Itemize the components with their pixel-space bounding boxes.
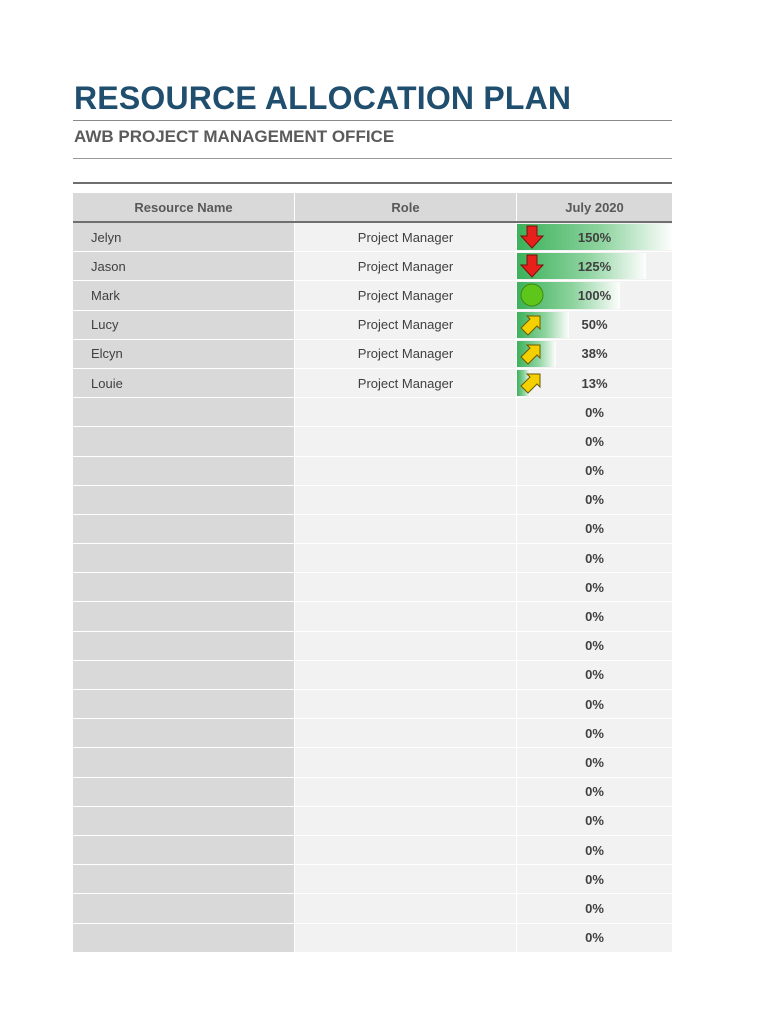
allocation-cell[interactable] bbox=[517, 398, 672, 426]
role-cell[interactable] bbox=[295, 486, 517, 514]
role-cell[interactable] bbox=[295, 690, 517, 718]
table-row[interactable] bbox=[73, 573, 672, 602]
allocation-percent: 0% bbox=[585, 842, 604, 858]
table-row[interactable] bbox=[73, 836, 672, 865]
table-row[interactable] bbox=[73, 427, 672, 456]
role-cell[interactable] bbox=[295, 427, 517, 455]
resource-name-cell[interactable] bbox=[73, 515, 295, 543]
resource-name-cell[interactable] bbox=[73, 427, 295, 455]
allocation-percent: 0% bbox=[585, 638, 604, 654]
allocation-cell[interactable] bbox=[517, 661, 672, 689]
resource-name-cell[interactable] bbox=[73, 807, 295, 835]
allocation-percent: 50% bbox=[581, 317, 608, 333]
allocation-percent: 0% bbox=[585, 696, 604, 712]
allocation-percent: 0% bbox=[585, 784, 604, 800]
allocation-percent: 38% bbox=[581, 346, 608, 362]
allocation-cell[interactable] bbox=[517, 894, 672, 922]
red-down-arrow-icon bbox=[519, 225, 545, 249]
resource-name-cell[interactable] bbox=[73, 602, 295, 630]
table-row[interactable] bbox=[73, 311, 672, 340]
table-row[interactable] bbox=[73, 719, 672, 748]
role-cell[interactable]: Project Manager bbox=[295, 223, 517, 251]
allocation-cell[interactable] bbox=[517, 573, 672, 601]
allocation-cell[interactable] bbox=[517, 924, 672, 952]
subtitle-divider bbox=[73, 158, 672, 159]
resource-name-cell[interactable] bbox=[73, 486, 295, 514]
allocation-cell[interactable] bbox=[517, 515, 672, 543]
allocation-cell[interactable] bbox=[517, 427, 672, 455]
table-row[interactable] bbox=[73, 223, 672, 252]
allocation-cell[interactable] bbox=[517, 311, 672, 339]
yellow-diagonal-arrow-icon bbox=[519, 342, 545, 366]
role-cell[interactable] bbox=[295, 661, 517, 689]
resource-name-cell[interactable] bbox=[73, 661, 295, 689]
role-cell[interactable] bbox=[295, 632, 517, 660]
table-top-divider bbox=[73, 182, 672, 184]
resource-name-cell[interactable]: Jason bbox=[73, 252, 295, 280]
yellow-diagonal-arrow-icon bbox=[519, 371, 545, 395]
allocation-percent: 0% bbox=[585, 463, 604, 479]
resource-name-cell[interactable] bbox=[73, 778, 295, 806]
table-row[interactable] bbox=[73, 486, 672, 515]
green-circle-icon bbox=[519, 283, 545, 307]
allocation-cell[interactable] bbox=[517, 778, 672, 806]
resource-name-cell[interactable]: Elcyn bbox=[73, 340, 295, 368]
allocation-percent: 0% bbox=[585, 725, 604, 741]
table-row[interactable] bbox=[73, 457, 672, 486]
table-row[interactable] bbox=[73, 515, 672, 544]
role-cell[interactable] bbox=[295, 515, 517, 543]
allocation-percent: 0% bbox=[585, 930, 604, 946]
allocation-percent: 0% bbox=[585, 667, 604, 683]
role-cell[interactable]: Project Manager bbox=[295, 369, 517, 397]
table-row[interactable] bbox=[73, 778, 672, 807]
allocation-percent: 0% bbox=[585, 871, 604, 887]
table-row[interactable] bbox=[73, 807, 672, 836]
table-row[interactable] bbox=[73, 340, 672, 369]
resource-name-cell[interactable] bbox=[73, 719, 295, 747]
allocation-percent: 0% bbox=[585, 492, 604, 508]
allocation-percent: 100% bbox=[577, 287, 612, 303]
allocation-cell[interactable] bbox=[517, 807, 672, 835]
table-body bbox=[73, 223, 672, 953]
allocation-cell[interactable] bbox=[517, 690, 672, 718]
role-cell[interactable] bbox=[295, 865, 517, 893]
role-cell[interactable] bbox=[295, 836, 517, 864]
table-row[interactable] bbox=[73, 865, 672, 894]
allocation-percent: 0% bbox=[585, 550, 604, 566]
table-row[interactable] bbox=[73, 369, 672, 398]
resource-name-cell[interactable]: Louie bbox=[73, 369, 295, 397]
role-cell[interactable]: Project Manager bbox=[295, 252, 517, 280]
allocation-percent: 125% bbox=[577, 258, 612, 274]
allocation-percent: 0% bbox=[585, 754, 604, 770]
title-divider bbox=[73, 120, 672, 121]
table-row[interactable] bbox=[73, 690, 672, 719]
allocation-percent: 0% bbox=[585, 404, 604, 420]
allocation-cell[interactable] bbox=[517, 865, 672, 893]
allocation-cell[interactable] bbox=[517, 602, 672, 630]
allocation-percent: 0% bbox=[585, 521, 604, 537]
allocation-percent: 0% bbox=[585, 609, 604, 625]
resource-name-cell[interactable] bbox=[73, 836, 295, 864]
resource-name-cell[interactable] bbox=[73, 894, 295, 922]
allocation-cell[interactable] bbox=[517, 632, 672, 660]
table-row[interactable] bbox=[73, 894, 672, 923]
table-row[interactable] bbox=[73, 281, 672, 310]
column-header-role[interactable]: Role bbox=[295, 193, 517, 221]
allocation-cell[interactable] bbox=[517, 836, 672, 864]
allocation-percent: 0% bbox=[585, 813, 604, 829]
allocation-percent: 0% bbox=[585, 433, 604, 449]
role-cell[interactable]: Project Manager bbox=[295, 311, 517, 339]
resource-name-cell[interactable] bbox=[73, 398, 295, 426]
allocation-cell[interactable] bbox=[517, 544, 672, 572]
resource-name-cell[interactable] bbox=[73, 544, 295, 572]
resource-name-cell[interactable] bbox=[73, 457, 295, 485]
table-row[interactable] bbox=[73, 661, 672, 690]
allocation-cell[interactable] bbox=[517, 369, 672, 397]
role-cell[interactable] bbox=[295, 924, 517, 952]
allocation-cell[interactable] bbox=[517, 252, 672, 280]
role-cell[interactable]: Project Manager bbox=[295, 340, 517, 368]
allocation-percent: 13% bbox=[581, 375, 608, 391]
role-cell[interactable] bbox=[295, 748, 517, 776]
role-cell[interactable] bbox=[295, 573, 517, 601]
resource-name-cell[interactable] bbox=[73, 573, 295, 601]
allocation-percent: 0% bbox=[585, 579, 604, 595]
red-down-arrow-icon bbox=[519, 254, 545, 278]
resource-name-cell[interactable] bbox=[73, 690, 295, 718]
resource-name-cell[interactable] bbox=[73, 924, 295, 952]
resource-name-cell[interactable]: Mark bbox=[73, 281, 295, 309]
yellow-diagonal-arrow-icon bbox=[519, 313, 545, 337]
resource-name-cell[interactable]: Jelyn bbox=[73, 223, 295, 251]
page-subtitle: AWB PROJECT MANAGEMENT OFFICE bbox=[74, 127, 395, 146]
table-row[interactable] bbox=[73, 398, 672, 427]
resource-name-cell[interactable] bbox=[73, 632, 295, 660]
role-cell[interactable] bbox=[295, 544, 517, 572]
column-header-resource-name[interactable]: Resource Name bbox=[73, 193, 295, 221]
allocation-cell[interactable] bbox=[517, 486, 672, 514]
role-cell[interactable] bbox=[295, 602, 517, 630]
allocation-cell[interactable] bbox=[517, 748, 672, 776]
allocation-cell[interactable] bbox=[517, 719, 672, 747]
column-header-month[interactable]: July 2020 bbox=[565, 199, 624, 215]
allocation-percent: 0% bbox=[585, 900, 604, 916]
role-cell[interactable]: Project Manager bbox=[295, 281, 517, 309]
allocation-cell[interactable] bbox=[517, 457, 672, 485]
table-row[interactable] bbox=[73, 602, 672, 631]
table-row[interactable] bbox=[73, 252, 672, 281]
allocation-cell[interactable] bbox=[517, 281, 672, 309]
table-row[interactable] bbox=[73, 544, 672, 573]
allocation-cell[interactable] bbox=[517, 340, 672, 368]
role-cell[interactable] bbox=[295, 894, 517, 922]
role-cell[interactable] bbox=[295, 778, 517, 806]
role-cell[interactable] bbox=[295, 807, 517, 835]
resource-name-cell[interactable] bbox=[73, 748, 295, 776]
table-row[interactable] bbox=[73, 924, 672, 953]
resource-allocation-table bbox=[73, 193, 672, 953]
role-cell[interactable] bbox=[295, 457, 517, 485]
allocation-cell[interactable] bbox=[517, 223, 672, 251]
allocation-percent: 150% bbox=[577, 229, 612, 245]
table-row[interactable] bbox=[73, 748, 672, 777]
resource-name-cell[interactable] bbox=[73, 865, 295, 893]
role-cell[interactable] bbox=[295, 398, 517, 426]
role-cell[interactable] bbox=[295, 719, 517, 747]
page-title: RESOURCE ALLOCATION PLAN bbox=[74, 80, 572, 116]
resource-name-cell[interactable]: Lucy bbox=[73, 311, 295, 339]
table-row[interactable] bbox=[73, 632, 672, 661]
table-header-row bbox=[73, 193, 672, 223]
